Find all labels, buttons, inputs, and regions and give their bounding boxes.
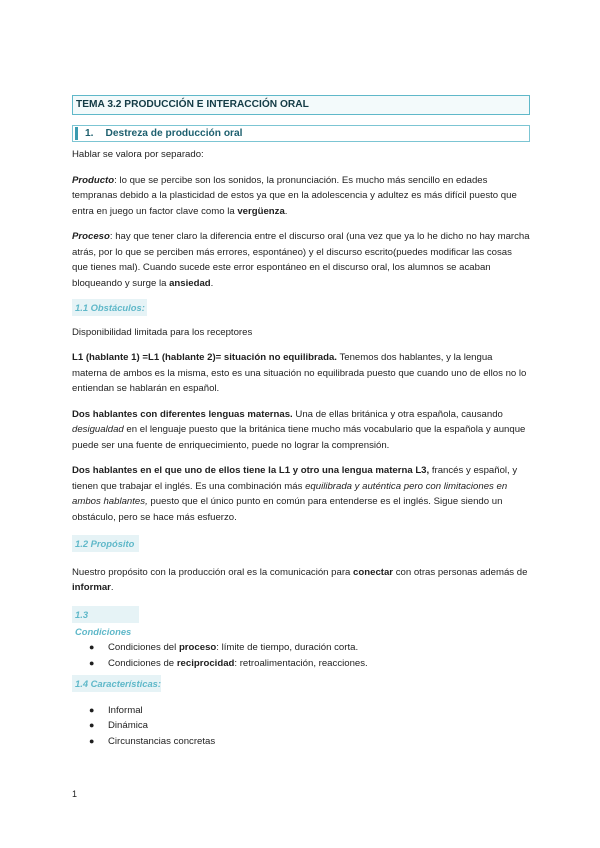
l1-text: Tenemos dos hablantes, y la lengua materna de ambos es la misma, esto es una situación no equilibrada puesto que cuando uno de ellos no lo entiendan se hablarán en español. [72,352,527,394]
proceso-end: . [210,277,214,289]
proposito-paragraph [72,565,530,596]
condicion-pre: Condiciones del [108,642,179,653]
caracteristica-text: Informal [108,704,143,716]
list-item [72,734,530,750]
section-heading-1 [72,125,530,142]
bullet-icon: ● [89,720,95,730]
list-item [72,703,530,719]
l3-bold: Dos hablantes en el que uno de ellos tiene la L1 y otro una lengua materna L3, [72,465,430,476]
producto-key: vergüenza [237,205,285,217]
l3-italic: equilibrada y auténtica pero con limitaciones en ambos hablantes, [72,480,508,507]
condicion-post: : retroalimentación, reacciones. [234,657,368,669]
proposito-text2: con otras personas además de [393,566,528,578]
list-item [72,656,530,672]
l3-text1: francés y español, y tienen que trabajar el inglés. Es una combinación más [72,465,518,492]
producto-term: Producto [72,174,115,186]
condicion-bold: proceso [178,642,217,653]
producto-text: : lo que se percibe son los sonidos, la pronunciación. Es mucho más sencillo en edades tempranas debido a la plasticidad de estos ya que en la adolescencia y adultez es más difícil puesto que entra en juego un factor clave como la [72,174,517,217]
l3-paragraph [72,463,530,525]
proceso-text: : hay que tener claro la diferencia entre el discurso oral (una vez que ya lo he dicho no hay marcha atrás, por lo que se perciben más errores, espontáneo) y el discurso escrito(puedes modificar las cosas que tienes mal). Cuando sucede este error espontáneo en el discurso oral, los alumnos se acaban bloqueando y surge la [72,231,530,289]
producto-end: . [284,205,288,217]
intro-paragraph: Hablar se valora por separado: [72,149,204,160]
l3-text2: puesto que el único punto en común para entenderse es el inglés. Sigue siendo un obstáculo, pero se hace más esfuerzo. [72,496,503,523]
section-label: Destreza de producción oral [105,128,243,139]
proposito-bold1: conectar [353,566,394,578]
document-page [72,95,530,749]
dos-italic: desigualdad [72,424,124,435]
producto-paragraph [72,173,530,220]
document-title: TEMA 3.2 PRODUCCIÓN E INTERACCIÓN ORAL [72,95,530,115]
proposito-text1: Nuestro propósito con la producción oral es la comunicación para [72,566,354,578]
proceso-paragraph [72,229,530,291]
proceso-key: ansiedad [169,277,211,289]
page-number: 1 [72,789,78,799]
condicion-post: : límite de tiempo, duración corta. [216,642,359,653]
list-item [72,718,530,734]
bullet-icon: ● [89,657,95,668]
dos-bold: Dos hablantes con diferentes lenguas maternas. [72,408,293,420]
l1-bold: L1 (hablante 1) =L1 (hablante 2)= situación no equilibrada. [72,352,337,363]
dos-text2: en el lenguaje puesto que la británica tiene mucho más vocabulario que la española y aunque puede ser una fuente de enriquecimiento, puede no lograr la comprensión. [72,424,526,451]
proposito-bold2: informar [72,582,111,593]
proceso-term: Proceso [72,231,110,242]
proposito-end: . [110,582,114,593]
caracteristica-text: Circunstancias concretas [108,735,216,747]
section-accent-bar [75,127,78,140]
section-number: 1. [85,128,94,139]
condicion-pre: Condiciones de [108,657,177,669]
subheading-caracteristicas: 1.4 Características: [72,675,161,692]
caracteristica-text: Dinámica [108,720,148,731]
disponibilidad-paragraph: Disponibilidad limitada para los receptores [72,326,253,338]
dos-paragraph [72,407,530,454]
dos-text1: Una de ellas británica y otra española, causando [292,408,503,420]
l1-paragraph [72,350,530,397]
bullet-icon: ● [89,642,95,652]
subheading-obstaculos: 1.1 Obstáculos: [72,299,147,316]
condicion-bold: reciprocidad [176,657,235,669]
list-item [72,640,530,656]
bullet-icon: ● [89,735,95,746]
bullet-icon: ● [89,704,95,715]
condiciones-list [72,640,530,671]
subheading-proposito: 1.2 Propósito [72,535,139,552]
subheading-condiciones: 1.3 Condiciones [72,606,139,623]
caracteristicas-list [72,703,530,750]
